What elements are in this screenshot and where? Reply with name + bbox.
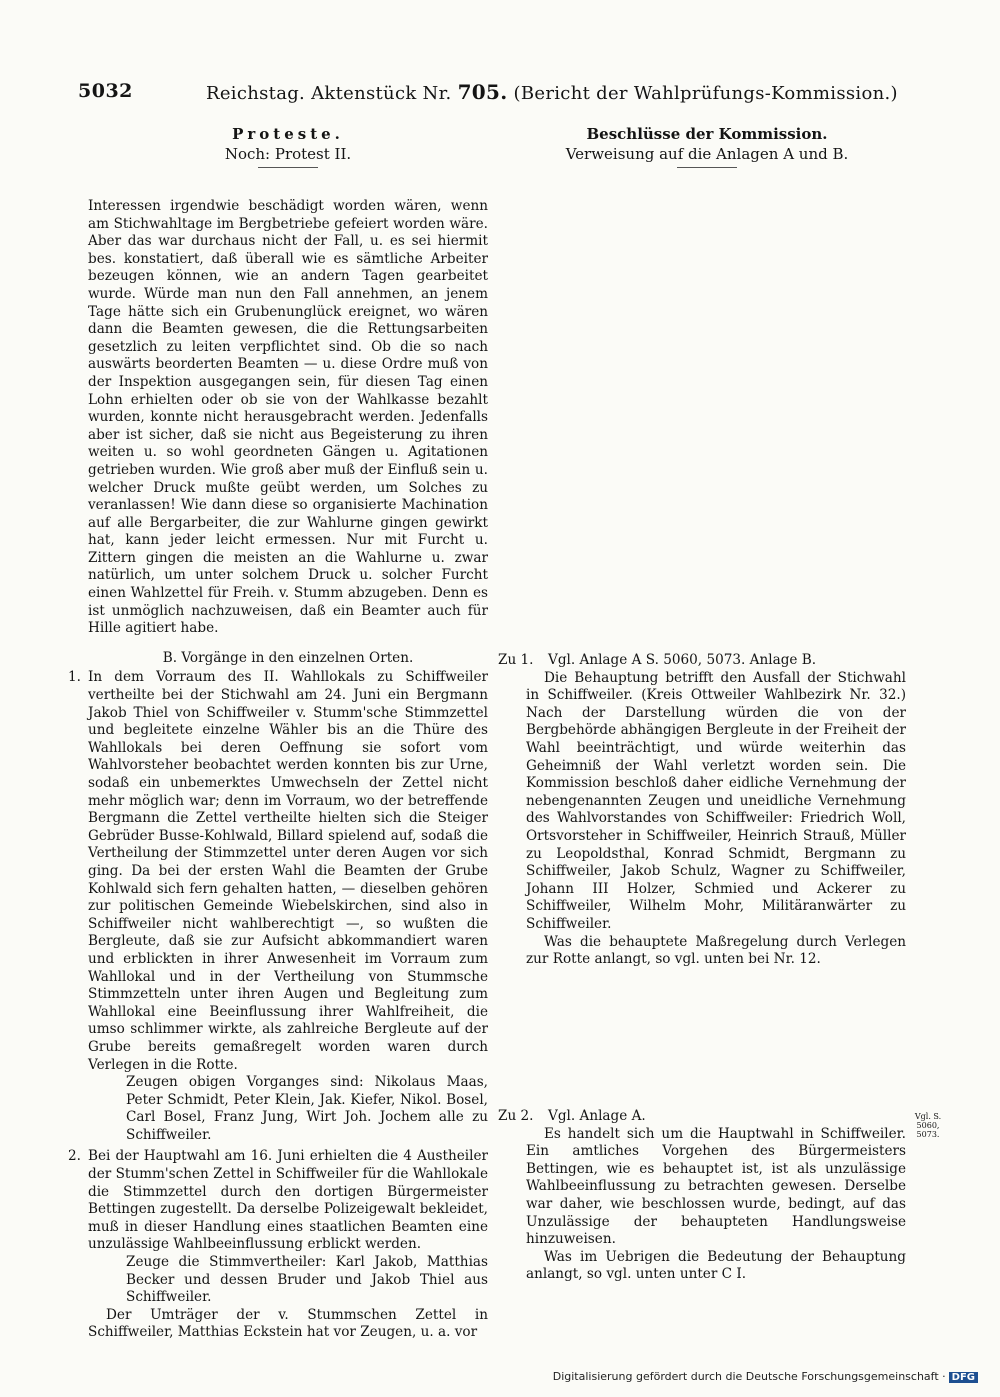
zu-2-paragraph-1: Es handelt sich um die Hauptwahl in Schiffweiler. Ein amtliches Vorgehen des Bürgermeisters Bettingen, wie es behauptet ist, ist als unzulässige Wahlbeeinflussung zu betrachten gewesen. Derselbe war daher, wie beschlossen wurde, bedingt, auf das Unzulässige der behaupteten Handlungsweise hinzuweisen. xyxy=(526,1125,906,1248)
zu-2-body xyxy=(508,1108,906,1284)
item-2 xyxy=(68,1148,488,1342)
item-1-text: In dem Vorraum des II. Wahllokals zu Schiffweiler vertheilte bei der Stichwahl am 24. Juni ein Bergmann Jakob Thiel von Schiffweiler v. Stumm'sche Stimmzettel und begleitete einzelne Wähler bis an die Thüre des Wahllokals bei deren Oeffnung sie sofort vom Wahlvorsteher beobachtet werden konnten bis zur Urne, sodaß ein unbemerktes Umwechseln der Zettel nicht mehr möglich war; denn im Vorraum, wo der betreffende Bergmann die Zettel vertheilte hielten sich die Steiger Gebrüder Busse-Kohlwald, Billard spielend auf, sodaß die Vertheilung der Stimmzettel unter deren Augen vor sich ging. Da bei der ersten Wahl die Beamten der Grube Kohlwald sich fern gehalten hatten, — dieselben gehören zur politischen Gemeinde Wiebelskirchen, sind also in Schiffweiler nicht wahlberechtigt —, so wußten die Bergleute, daß sie zur Aufsicht abkommandiert waren und erblickten in ihrer Anwesenheit im Vorraum zum Wahllokal und in der Vertheilung von Stummsche Stimmzetteln unter ihren Augen und Begleitung zum Wahllokal eine Beeinflussung ihrer Wahlfreiheit, die umso schlimmer wirkte, als zahlreiche Bergleute auf der Grube bereits gemaßregelt worden waren durch Verlegen in die Rotte. xyxy=(88,669,488,1073)
heading-rule-right xyxy=(677,167,737,168)
zu-1-label: Zu 1. xyxy=(498,652,534,668)
header-title xyxy=(206,80,898,104)
page-number: 5032 xyxy=(78,80,133,102)
item-2-continuation: Der Umträger der v. Stummschen Zettel in Schiffweiler, Matthias Eckstein hat vor Zeugen, u. a. vor xyxy=(88,1306,488,1341)
item-2-text: Bei der Hauptwahl am 16. Juni erhielten die 4 Austheiler der Stumm'schen Zettel in Schiffweiler für die Wahllokale die Stimmzettel durch den dortigen Bürgermeister Bettingen zugestellt. Da derselbe Polizeigewalt bekleidet, muß in dieser Handlung eines staatlichen Beamten eine unzulässige Wahlbeeinflussung erblickt werden. xyxy=(88,1148,488,1253)
item-1 xyxy=(68,669,488,1144)
header-title-prefix: Reichstag. Aktenstück Nr. xyxy=(206,83,452,104)
item-2-number: 2. xyxy=(68,1148,81,1165)
zu-1-paragraph-1: Die Behauptung betrifft den Ausfall der Stichwahl in Schiffweiler. (Kreis Ottweiler Wahlbezirk Nr. 32.) Nach der Darstellung würden die von der Bergbehörde abhängigen Bergleute in der Freiheit der Wahl beeinträchtigt, und würde weiterhin das Geheimniß der Wahl verletzt worden sein. Die Kommission beschloß daher eidliche Vernehmung der nebengenannten Zeugen und uneidliche Vernehmung des Wahlvorstandes von Schiffweiler: Friedrich Woll, Ortsvorsteher in Schiffweiler, Heinrich Strauß, Müller zu Leopoldsthal, Konrad Schmidt, Bergmann zu Schiffweiler, Jakob Schulz, Wagner zu Schiffweiler, Johann III Holzer, Schmied und Ackerer zu Schiffweiler, Wilhelm Mohr, Militäranwärter zu Schiffweiler. xyxy=(526,669,906,932)
dfg-logo: DFG xyxy=(949,1372,978,1383)
left-column xyxy=(68,124,488,1342)
zu-2-paragraph-2: Was im Uebrigen die Bedeutung der Behauptung anlangt, so vgl. unten unter C I. xyxy=(526,1248,906,1283)
intro-paragraph: Interessen irgendwie beschädigt worden wären, wenn am Stichwahltage im Bergbetriebe gefeiert worden wäre. Aber das war durchaus nicht der Fall, u. es sei hiermit bes. konstatiert, daß überall wie es sämtliche Arbeiter bezeugen können, wie an andern Tagen gearbeitet wurde. Würde man nun den Fall annehmen, an jenem Tage hätte sich ein Grubenunglück ereignet, wo wären dann die Beamten gewesen, die die Rettungsarbeiten gesetzlich zu leiten verpflichtet sind. Ob die so nach auswärts beorderten Beamten — u. diese Ordre muß von der Inspektion ausgegangen sein, für diesen Tag einen Lohn erhielten oder ob sie von der Wahlkasse bezahlt wurden, konnte nicht herausgebracht werden. Jedenfalls aber ist sicher, daß sie nicht aus Begeisterung zu ihren weiten u. so wohl geordneten Gängen u. Agitationen getrieben wurden. Wie groß aber muß der Einfluß sein u. welcher Druck mußte geübt werden, um Solches zu veranlassen! Wie dann diese so organisierte Machination auf alle Bergarbeiter, die zur Wahlurne gingen gewirkt hat, kann jeder leicht ermessen. Nur mit Furcht u. Zittern gingen die meisten an die Wahlurne u. zwar natürlich, um unter solchem Druck u. solcher Furcht einen Wahlzettel für Freih. v. Stumm abzugeben. Denn es ist unmöglich nachzuweisen, daß ein Beamter auch für Hille agitiert habe. xyxy=(88,198,488,637)
verweisung-subheading: Verweisung auf die Anlagen A und B. xyxy=(565,145,849,163)
zu-2-reference: Vgl. Anlage A. xyxy=(548,1108,646,1124)
zu-2-label: Zu 2. xyxy=(498,1108,534,1124)
header-title-suffix: (Bericht der Wahlprüfungs-Kommission.) xyxy=(513,83,898,104)
heading-rule xyxy=(258,167,318,168)
proteste-heading: Proteste. xyxy=(232,125,344,143)
right-column-heading xyxy=(508,124,906,168)
running-header xyxy=(78,80,958,110)
item-1-number: 1. xyxy=(68,669,81,686)
footer-text: Digitalisierung gefördert durch die Deutsche Forschungsgemeinschaft · xyxy=(552,1370,946,1383)
section-b-heading: B. Vorgänge in den einzelnen Orten. xyxy=(162,649,414,666)
item-2-witnesses: Zeuge die Stimmvertheiler: Karl Jakob, Matthias Becker und dessen Bruder und Jakob Thiel aus Schiffweiler. xyxy=(126,1254,488,1306)
header-doc-number: 705. xyxy=(457,80,508,104)
left-column-heading xyxy=(88,124,488,168)
right-column xyxy=(498,124,906,1283)
zu-1-block xyxy=(498,652,906,969)
item-1-witnesses: Zeugen obigen Vorganges sind: Nikolaus Maas, Peter Schmidt, Peter Klein, Jak. Kiefer, Nikol. Bosel, Carl Bosel, Franz Jung, Wirt Joh. Jochem alle zu Schiffweiler. xyxy=(126,1074,488,1143)
margin-note: Vgl. S. 5060, 5073. xyxy=(914,1112,942,1139)
zu-1-reference: Vgl. Anlage A S. 5060, 5073. Anlage B. xyxy=(548,652,817,668)
digitization-footer xyxy=(553,1370,978,1383)
protest-subheading: Noch: Protest II. xyxy=(224,145,352,163)
zu-2-block xyxy=(498,1108,906,1284)
beschluesse-heading: Beschlüsse der Kommission. xyxy=(586,125,828,143)
zu-1-paragraph-2: Was die behauptete Maßregelung durch Verlegen zur Rotte anlangt, so vgl. unten bei Nr. 12. xyxy=(526,933,906,968)
zu-1-body xyxy=(508,652,906,969)
